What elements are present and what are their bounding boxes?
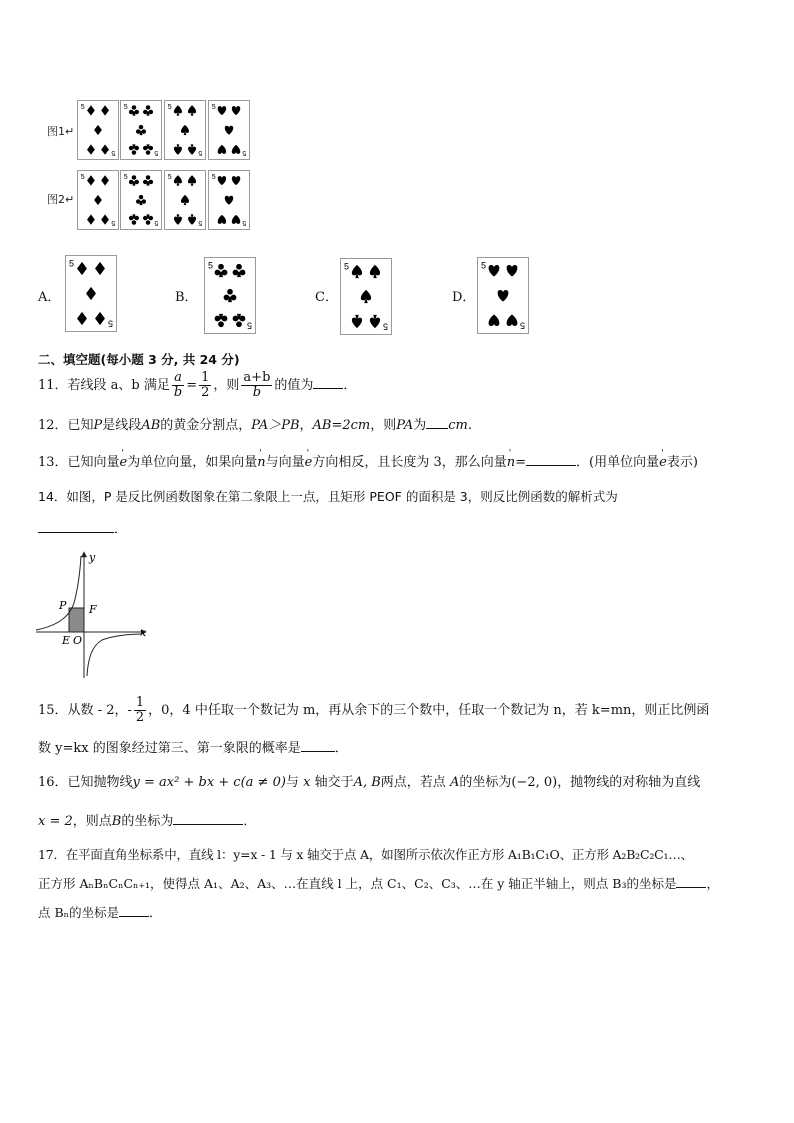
diamond-icon-bottom-right — [101, 144, 109, 154]
card-rank-top: 5 — [123, 173, 128, 181]
q15-fraction — [134, 696, 146, 725]
q12-unit: cm — [448, 418, 468, 433]
diamond-icon-top-right — [101, 175, 109, 185]
diamond-icon-bottom-left — [77, 312, 87, 325]
hyperbola-graph — [34, 548, 154, 680]
option-c-label: C． — [315, 290, 338, 305]
card-rank-bottom: 5 — [107, 318, 113, 329]
figure-2-label: 图2↵ — [47, 193, 75, 206]
question-16-line-2 — [38, 810, 256, 832]
figure-1-heart-card — [208, 100, 250, 160]
q16-t4: 两点，若点 — [380, 775, 446, 790]
spade-card-face — [165, 171, 205, 229]
q13-vector-n: ' n — [257, 453, 265, 473]
figure-2-club-card — [120, 170, 162, 230]
q12-cond1: PA＞PB — [251, 418, 300, 433]
spade-icon-bottom-right — [188, 144, 196, 154]
q12-pa: PA — [396, 418, 414, 433]
graph-label-p: P — [59, 599, 67, 612]
q16-t1: 16．已知抛物线 — [38, 775, 133, 790]
club-card-face — [121, 101, 161, 159]
graph-label-x: x — [140, 626, 147, 639]
q16-t5: 的坐标为 — [459, 775, 512, 790]
option-a-label: A． — [38, 290, 61, 305]
q11-frac3-den: b — [252, 385, 262, 400]
section-heading: 二、填空题(每小题 3 分, 共 24 分) — [38, 352, 240, 367]
q17-line3-a: 点 Bₙ的坐标是 — [38, 905, 120, 920]
spade-icon-bottom-left — [174, 144, 182, 154]
card-rank-bottom: 5 — [382, 321, 388, 332]
question-17-line-2 — [38, 873, 719, 894]
diamond-icon-top-left — [77, 262, 87, 275]
q11-mid: ，则 — [213, 378, 240, 393]
club-icon-center — [136, 125, 146, 135]
q15-frac-num: 1 — [135, 695, 145, 710]
heart-card-face — [209, 171, 249, 229]
figure-1-diamond-card — [77, 100, 119, 160]
card-rank-top: 5 — [69, 258, 75, 269]
question-15-line-2 — [38, 737, 348, 759]
q11-eq: = — [186, 378, 198, 393]
graph-label-f: F — [89, 603, 97, 616]
question-15-line-1 — [38, 694, 709, 728]
spade-icon-bottom-left — [174, 214, 182, 224]
club-icon-top-right — [143, 105, 153, 115]
q16-line2-formula: x = 2 — [38, 814, 73, 829]
card-rank-top: 5 — [344, 261, 350, 272]
q15-end: ． — [334, 741, 348, 756]
heart-icon-top-right — [232, 176, 240, 185]
hyperbola-branch-4 — [87, 634, 142, 676]
q15-t2: ，0，4 中任取一个数记为 m，再从余下的三个数中，任取一个数记为 n，若 k=mn，则正比例函 — [148, 703, 710, 718]
club-icon-bottom-right — [233, 314, 246, 327]
question-13 — [38, 451, 698, 473]
q12-answer-blank[interactable] — [426, 414, 448, 429]
heart-icon-bottom-left — [218, 145, 226, 154]
q13-t5: = — [515, 455, 527, 470]
q11-end: ． — [343, 378, 357, 393]
q15-line2: 数 y=kx 的图象经过第三、第一象限的概率是 — [38, 741, 301, 756]
q16-b: B — [111, 814, 122, 829]
q11-fraction-half — [199, 371, 211, 400]
q11-answer-blank[interactable] — [313, 374, 343, 389]
club-icon-bottom-left — [129, 144, 139, 154]
question-11 — [38, 370, 356, 402]
spade-icon-top-left — [174, 175, 182, 185]
q15-t1: 15．从数 - 2，- — [38, 703, 132, 718]
q12-end: . — [467, 418, 472, 433]
spade-icon-center — [181, 125, 189, 135]
figure-1-spade-card — [164, 100, 206, 160]
q14-answer-blank[interactable] — [38, 518, 114, 533]
diamond-icon-center — [94, 125, 102, 135]
figure-2-spade-card — [164, 170, 206, 230]
heart-icon-top-left — [489, 265, 500, 277]
card-rank-top: 5 — [208, 260, 214, 271]
q11-frac2-den: 2 — [201, 385, 210, 400]
heart-icon-top-left — [218, 106, 226, 115]
q17-line3-end: ． — [149, 905, 162, 920]
q14-end: ． — [114, 522, 128, 537]
option-diamond-card — [65, 255, 117, 332]
q12-text-c: 的黄金分割点， — [160, 418, 252, 433]
q13-answer-blank[interactable] — [526, 451, 576, 466]
heart-icon-top-left — [218, 176, 226, 185]
q11-suffix: 的值为 — [274, 378, 314, 393]
card-rank-bottom: 5 — [154, 149, 159, 157]
option-spade-card — [340, 258, 392, 335]
card-rank-bottom: 5 — [519, 320, 525, 331]
q13-t1: 13．已知向量 — [38, 455, 120, 470]
q16-formula: y = ax² + bx + c(a ≠ 0) — [132, 775, 286, 790]
option-d-label: D． — [452, 290, 476, 305]
diamond-card-face — [78, 101, 118, 159]
option-b-label: B． — [175, 290, 198, 305]
q12-p: P — [93, 418, 103, 433]
q12-cond2: AB=2cm — [312, 418, 371, 433]
card-rank-top: 5 — [211, 103, 216, 111]
diamond-icon-bottom-right — [95, 312, 105, 325]
spade-card-face — [341, 259, 391, 334]
spade-icon-top-left — [352, 265, 362, 278]
spade-icon-center — [181, 195, 189, 205]
diamond-icon-center — [94, 195, 102, 205]
question-17-line-3 — [38, 902, 162, 923]
q13-vector-e-3: ' e — [659, 453, 667, 473]
figure-1-club-card — [120, 100, 162, 160]
heart-icon-bottom-left — [218, 215, 226, 224]
q12-text-a: 12．已知 — [38, 418, 94, 433]
q17-line2-end: ， — [706, 876, 719, 891]
q16-end: ． — [243, 814, 257, 829]
spade-icon-top-right — [370, 265, 380, 278]
q16-t6: ，抛物线的对称轴为直线 — [557, 775, 701, 790]
heart-icon-center — [225, 126, 233, 135]
heart-icon-top-right — [507, 265, 518, 277]
club-icon-bottom-right — [143, 144, 153, 154]
diamond-icon-center — [86, 287, 96, 300]
figure-2-diamond-card — [77, 170, 119, 230]
club-icon-center — [136, 195, 146, 205]
q16-ab: A, B — [353, 775, 381, 790]
q16-line2-t1: ，则点 — [72, 814, 112, 829]
club-icon-bottom-left — [129, 214, 139, 224]
spade-icon-top-right — [188, 105, 196, 115]
q15-frac-den: 2 — [135, 710, 145, 725]
club-icon-top-left — [129, 175, 139, 185]
heart-icon-center — [225, 196, 233, 205]
q16-a: A — [449, 775, 460, 790]
q11-prefix: 11．若线段 a、b 满足 — [38, 378, 170, 393]
q13-t2: 为单位向量，如果向量 — [127, 455, 258, 470]
question-14-line-2 — [38, 518, 127, 540]
card-rank-bottom: 5 — [242, 219, 247, 227]
q17-answer-blank-bn[interactable] — [119, 902, 149, 917]
q17-answer-blank-b3[interactable] — [676, 873, 706, 888]
spade-icon-center — [361, 290, 371, 303]
q11-frac1-num: a — [172, 371, 184, 386]
heart-icon-bottom-left — [489, 314, 500, 326]
q16-line2-t2: 的坐标为 — [121, 814, 174, 829]
figure-1-label: 图1↵ — [47, 125, 75, 138]
heart-card-face — [478, 258, 528, 333]
q16-x: x — [303, 775, 311, 790]
club-icon-top-right — [143, 175, 153, 185]
spade-icon-top-left — [174, 105, 182, 115]
diamond-icon-top-left — [87, 175, 95, 185]
club-icon-top-left — [129, 105, 139, 115]
spade-icon-top-right — [188, 175, 196, 185]
club-icon-bottom-left — [215, 314, 228, 327]
q13-vector-e-2: ' e — [305, 453, 313, 473]
club-icon-bottom-right — [143, 214, 153, 224]
graph-label-e: E — [62, 634, 71, 647]
diamond-icon-bottom-left — [87, 144, 95, 154]
heart-icon-bottom-right — [232, 145, 240, 154]
card-rank-bottom: 5 — [111, 219, 116, 227]
option-club-card — [204, 257, 256, 334]
q17-line2-a: 正方形 AₙBₙCₙCₙ₊₁，使得点 A₁、A₂、A₃、…在直线 l 上，点 C₁、C₂、C₃、…在 y 轴正半轴上，则点 B₃的坐标是 — [38, 876, 677, 891]
card-rank-bottom: 5 — [246, 320, 252, 331]
figure-2-heart-card — [208, 170, 250, 230]
q16-t3: 轴交于 — [314, 775, 354, 790]
q11-fraction-sum — [241, 371, 272, 400]
club-card-face — [205, 258, 255, 333]
q12-text-e: 为 — [413, 418, 427, 433]
spade-card-face — [165, 101, 205, 159]
q13-t4: 方向相反，且长度为 3，那么向量 — [312, 455, 507, 470]
q16-answer-blank[interactable] — [173, 810, 243, 825]
q13-t6: ．(用单位向量 — [576, 455, 660, 470]
q11-frac3-num: a+b — [243, 370, 271, 385]
graph-label-y: y — [89, 551, 96, 564]
graph-label-o: O — [73, 634, 83, 647]
card-rank-top: 5 — [481, 260, 487, 271]
q16-t2: 与 — [285, 775, 299, 790]
diamond-icon-bottom-left — [87, 214, 95, 224]
heart-icon-center — [498, 290, 509, 302]
card-rank-top: 5 — [211, 173, 216, 181]
question-16-line-1 — [38, 773, 700, 793]
heart-card-face — [209, 101, 249, 159]
q13-t7: 表示) — [666, 455, 698, 470]
q13-t3: 与向量 — [265, 455, 305, 470]
q12-ab: AB — [141, 418, 161, 433]
card-rank-top: 5 — [80, 173, 85, 181]
club-card-face — [121, 171, 161, 229]
q12-text-d: ，则 — [370, 418, 397, 433]
card-rank-bottom: 5 — [198, 149, 203, 157]
q13-vector-e: ' e — [120, 453, 128, 473]
club-icon-top-left — [215, 264, 228, 277]
question-12 — [38, 414, 472, 436]
diamond-icon-bottom-right — [101, 214, 109, 224]
q11-fraction-a-b — [172, 371, 184, 400]
card-rank-bottom: 5 — [242, 149, 247, 157]
club-icon-top-right — [233, 264, 246, 277]
card-rank-bottom: 5 — [111, 149, 116, 157]
spade-icon-bottom-right — [188, 214, 196, 224]
heart-icon-top-right — [232, 106, 240, 115]
card-rank-top: 5 — [167, 103, 172, 111]
diamond-icon-top-right — [95, 262, 105, 275]
q13-vector-n-2: ' n — [507, 453, 515, 473]
card-rank-top: 5 — [80, 103, 85, 111]
diamond-icon-top-left — [87, 105, 95, 115]
card-rank-bottom: 5 — [198, 219, 203, 227]
card-rank-top: 5 — [123, 103, 128, 111]
heart-icon-bottom-right — [507, 314, 518, 326]
rectangle-peof — [69, 608, 84, 632]
question-17-line-1: 17．在平面直角坐标系中，直线 l：y=x - 1 与 x 轴交于点 A，如图所示依次作正方形 A₁B₁C₁O、正方形 A₂B₂C₂C₁…、 — [38, 847, 693, 862]
q15-answer-blank[interactable] — [301, 737, 335, 752]
q11-frac2-num: 1 — [201, 370, 210, 385]
q12-text-b: 是线段 — [102, 418, 142, 433]
diamond-card-face — [66, 256, 116, 331]
diamond-icon-top-right — [101, 105, 109, 115]
q16-coord: (−2, 0) — [511, 775, 558, 790]
q12-comma: ， — [299, 418, 313, 433]
question-14-line-1: 14．如图，P 是反比例函数图象在第二象限上一点，且矩形 PEOF 的面积是 3，则反比例函数的解析式为 — [38, 489, 618, 504]
heart-icon-bottom-right — [232, 215, 240, 224]
card-rank-bottom: 5 — [154, 219, 159, 227]
q11-frac1-den: b — [173, 385, 183, 400]
diamond-card-face — [78, 171, 118, 229]
card-rank-top: 5 — [167, 173, 172, 181]
club-icon-center — [224, 289, 237, 302]
option-heart-card — [477, 257, 529, 334]
spade-icon-bottom-right — [370, 315, 380, 328]
spade-icon-bottom-left — [352, 315, 362, 328]
